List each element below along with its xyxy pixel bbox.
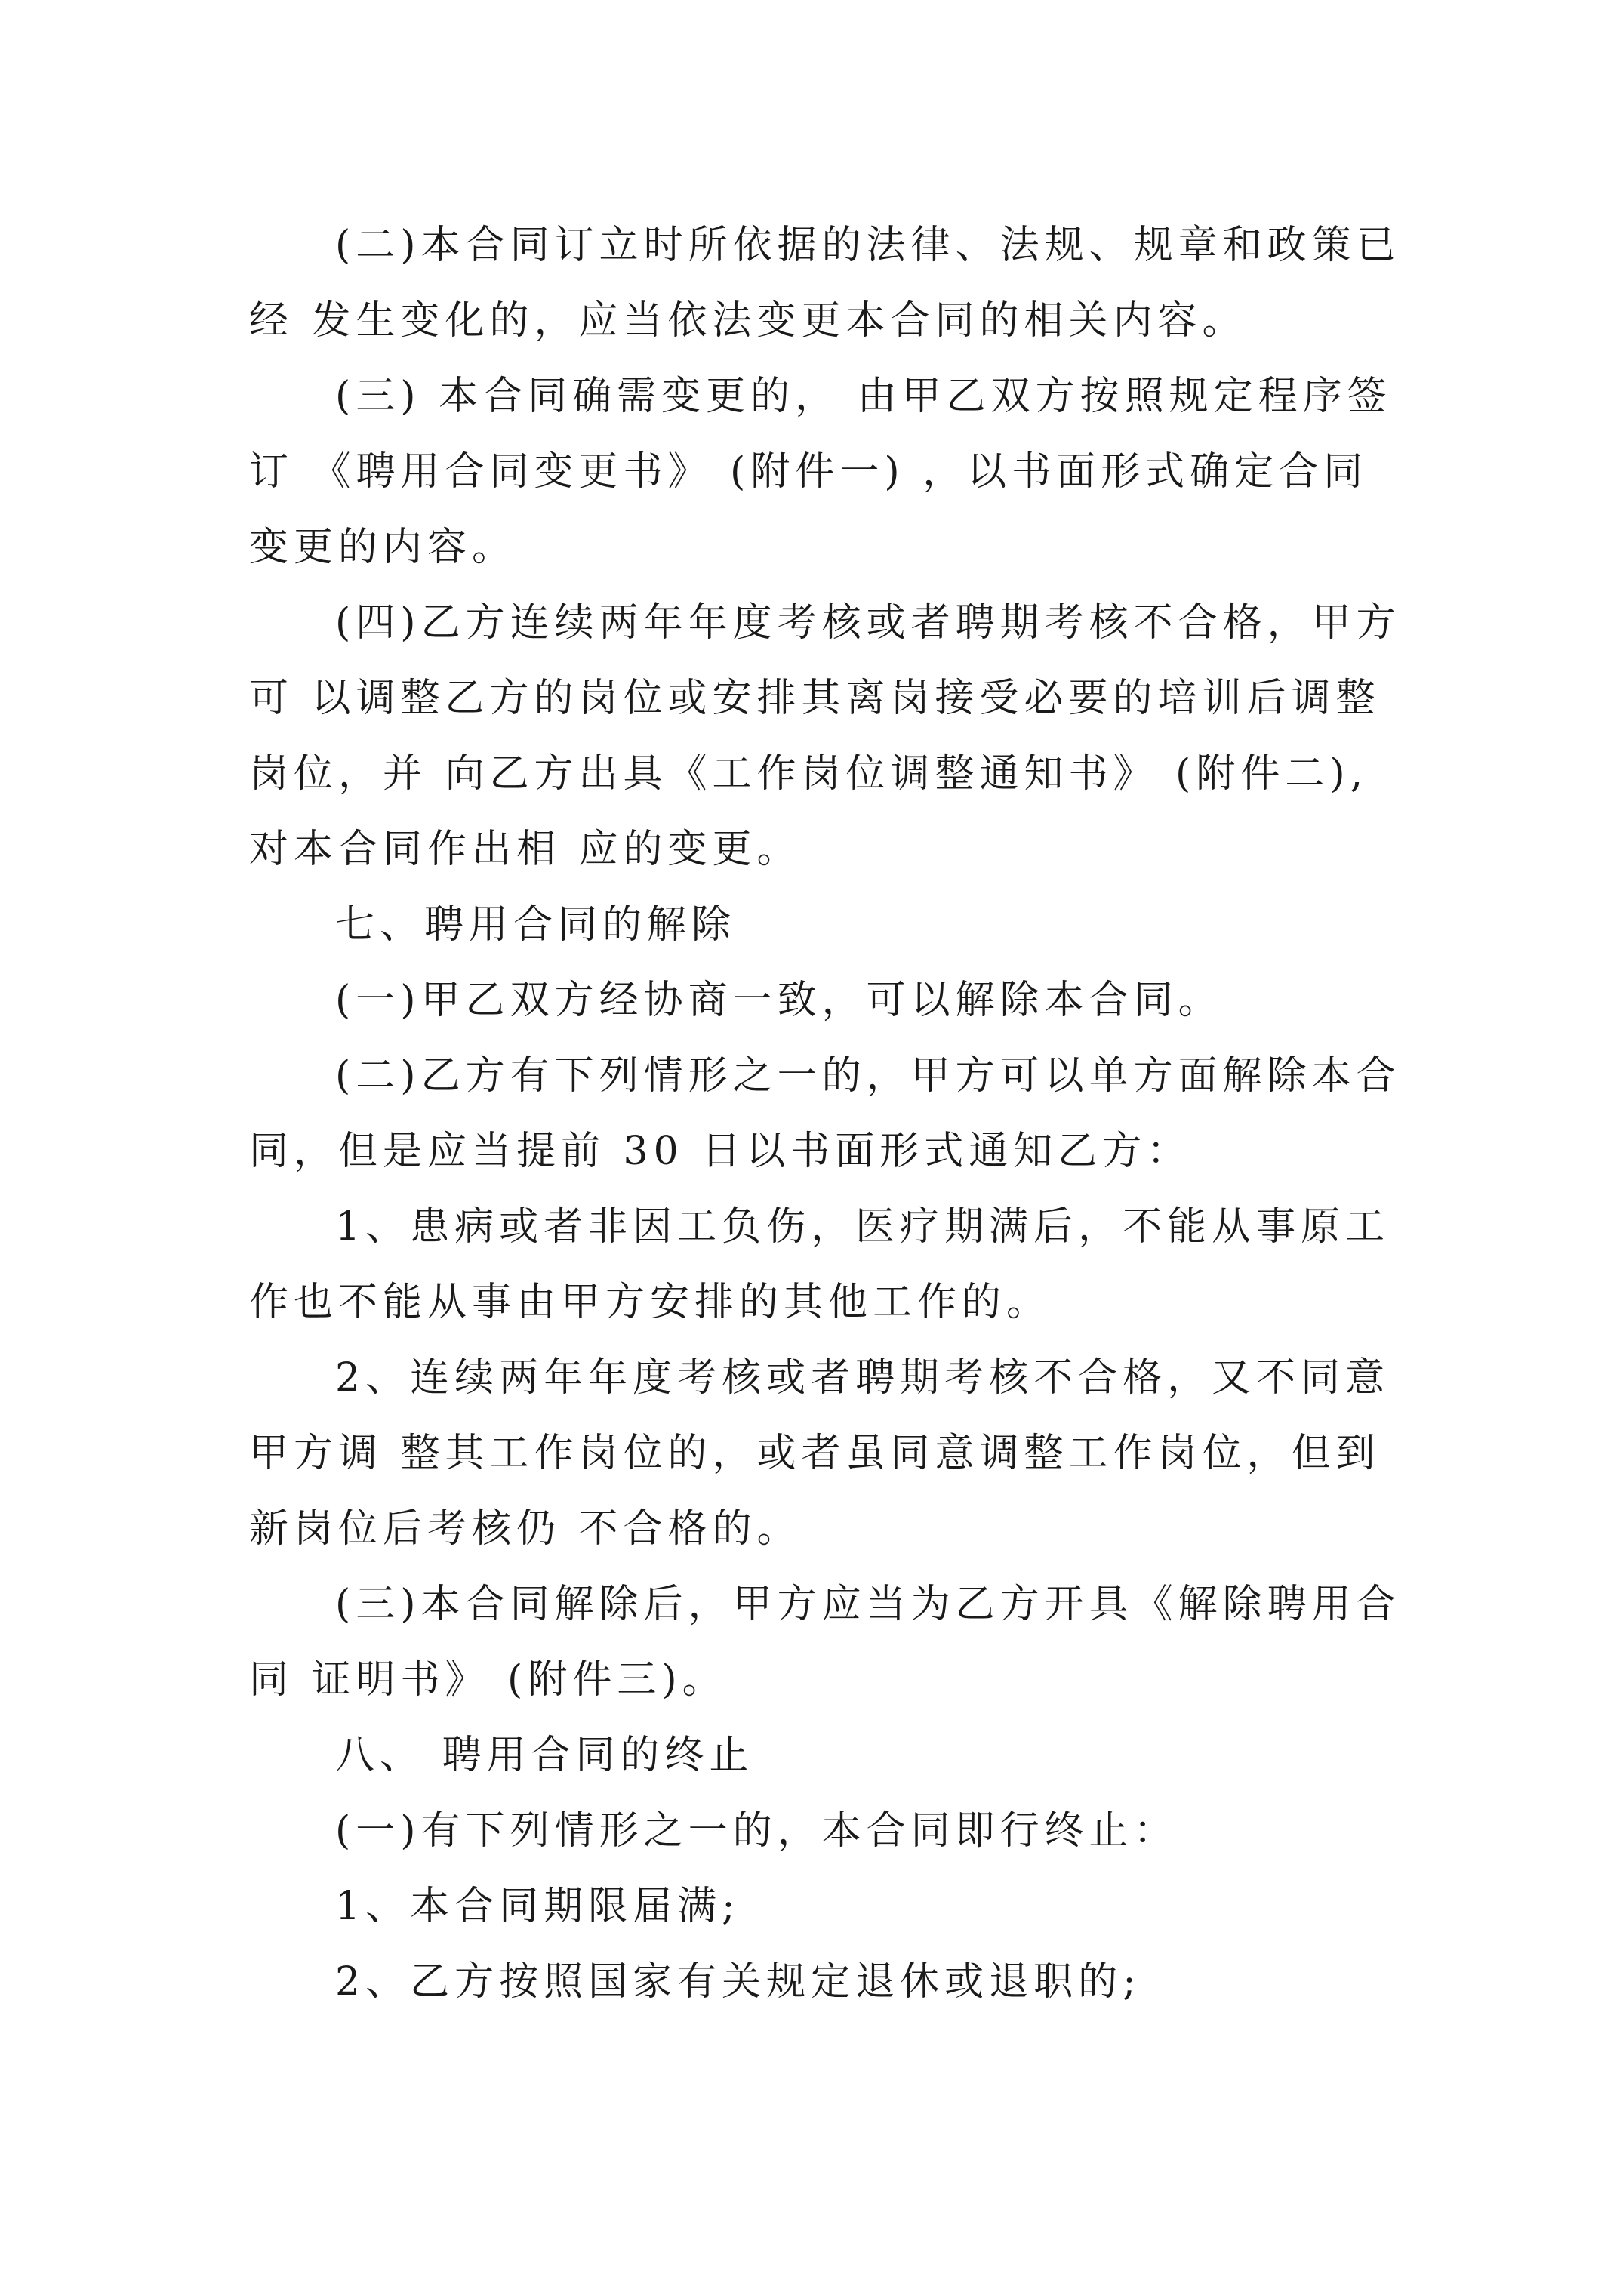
- text-line: (二)乙方有下列情形之一的，甲方可以单方面解除本合: [335, 1053, 1401, 1099]
- text-line: 2、连续两年年度考核或者聘期考核不合格，又不同意: [335, 1355, 1390, 1401]
- text-line: 经 发生变化的，应当依法变更本合同的相关内容。: [249, 298, 1247, 344]
- text-line: 对本合同作出相 应的变更。: [249, 827, 802, 872]
- text-line: 变更的内容。: [249, 525, 517, 570]
- text-line: (三) 本合同确需变更的， 由甲乙双方按照规定程序签: [335, 374, 1392, 419]
- text-line: 同，但是应当提前 30 日以书面形式通知乙方：: [249, 1129, 1192, 1174]
- text-line: 可 以调整乙方的岗位或安排其离岗接受必要的培训后调整: [249, 676, 1381, 721]
- section-heading: 七、聘用合同的解除: [335, 902, 737, 948]
- text-line: 同 证明书》 (附件三)。: [249, 1657, 727, 1703]
- text-line: (二)本合同订立时所依据的法律、法规、规章和政策已: [335, 223, 1401, 268]
- text-line: 订 《聘用合同变更书》 (附件一) ，以书面形式确定合同: [249, 449, 1369, 495]
- text-line: 作也不能从事由甲方安排的其他工作的。: [249, 1280, 1052, 1325]
- text-line: (三)本合同解除后，甲方应当为乙方开具《解除聘用合: [335, 1582, 1401, 1627]
- text-line: 岗位，并 向乙方出具《工作岗位调整通知书》 (附件二),: [249, 751, 1369, 797]
- text-line: (一)有下列情形之一的，本合同即行终止：: [335, 1808, 1178, 1854]
- section-heading: 八、 聘用合同的终止: [335, 1733, 754, 1778]
- text-line: (一)甲乙双方经协商一致，可以解除本合同。: [335, 978, 1223, 1023]
- text-line: 甲方调 整其工作岗位的，或者虽同意调整工作岗位，但到: [249, 1431, 1381, 1476]
- text-line: (四)乙方连续两年年度考核或者聘期考核不合格，甲方: [335, 600, 1401, 646]
- text-line: 1、患病或者非因工负伤，医疗期满后，不能从事原工: [335, 1204, 1390, 1250]
- text-line: 2、乙方按照国家有关规定退休或退职的;: [335, 1959, 1141, 2005]
- text-line: 新岗位后考核仍 不合格的。: [249, 1506, 802, 1552]
- text-line: 1、本合同期限届满;: [335, 1884, 741, 1929]
